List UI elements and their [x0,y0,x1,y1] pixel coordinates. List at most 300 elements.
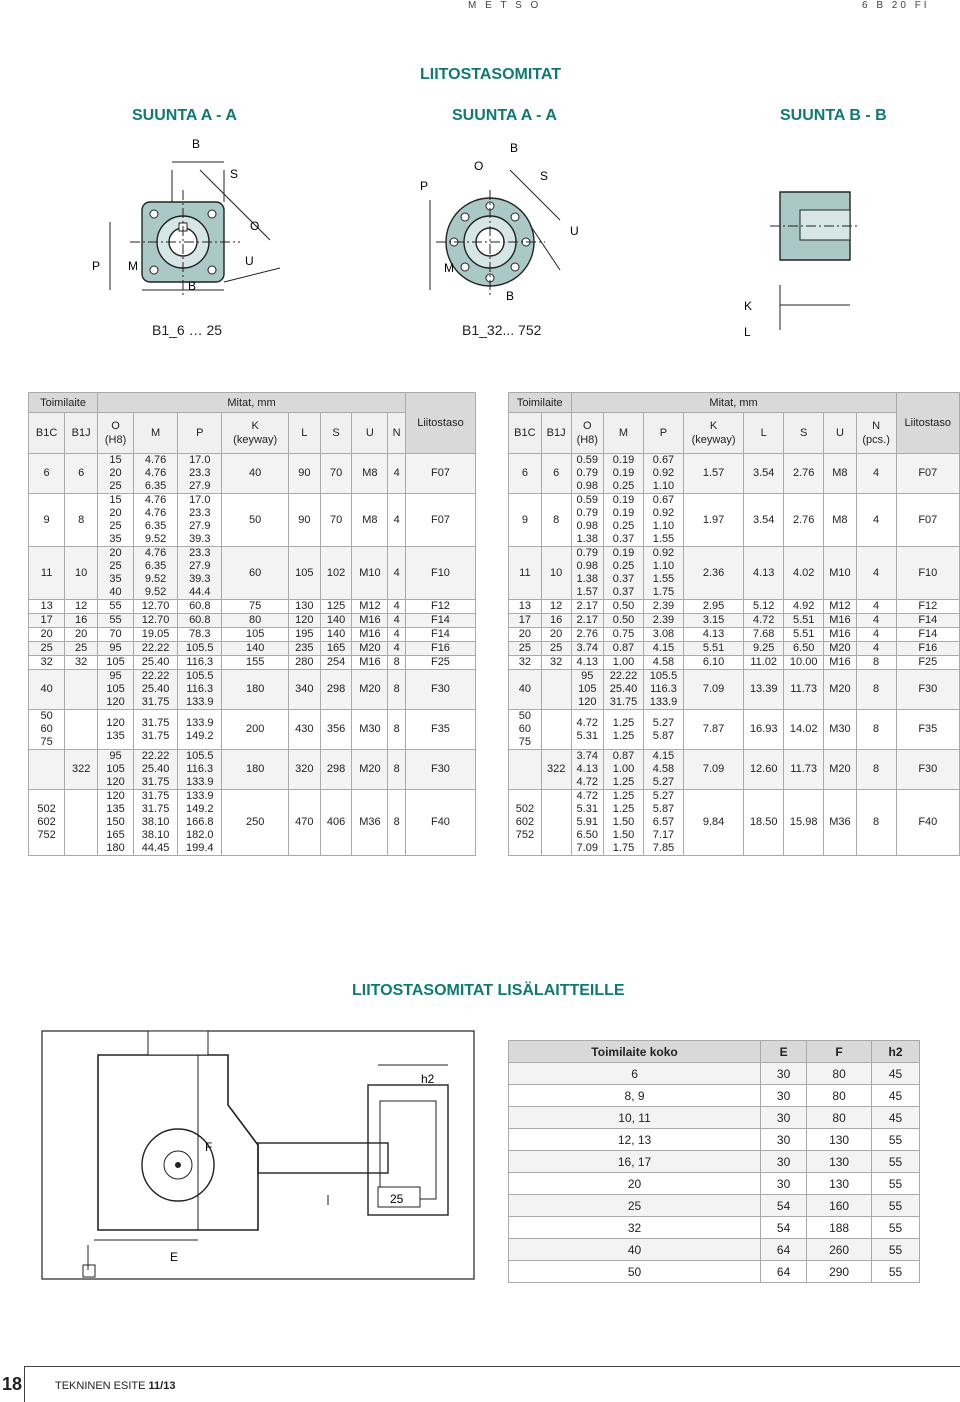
cell-n: 8 [388,656,406,670]
cell-p: 60.8 [178,614,222,628]
cell-s: 102 [320,547,352,600]
view-title-3: SUUNTA B - B [780,107,887,124]
table-cell: 50 [509,1261,761,1283]
cell-m: 4.76 4.76 6.35 [133,454,177,494]
cell-b1j: 12 [65,600,98,614]
cell-b1j: 12 [541,600,571,614]
cell-p: 5.27 5.87 [643,710,683,750]
cell-s: 11.73 [784,670,824,710]
svg-text:P: P [420,179,429,193]
table-row [509,1173,920,1195]
cell-s: 298 [320,670,352,710]
cell-l: 4.13 [744,547,784,600]
table-row [29,710,476,750]
svg-text:M: M [128,259,138,273]
table-row [509,1151,920,1173]
view-title-1: SUUNTA A - A [132,107,237,124]
cell-f: F16 [896,642,959,656]
footer-label [55,1380,175,1392]
table-cell: 30 [761,1173,807,1195]
table-cell: 30 [761,1129,807,1151]
cell-k: 50 [222,494,289,547]
cell-f: F14 [896,614,959,628]
table-cell: 130 [807,1129,872,1151]
cell-m: 0.75 [604,628,644,642]
cell-s: 4.92 [784,600,824,614]
cell-u: M16 [824,628,856,642]
cell-k: 7.09 [683,750,743,790]
cell-u: M16 [352,614,388,628]
cell-n: 8 [856,710,896,750]
cell-b1j: 6 [541,454,571,494]
cell-o: 4.13 [571,656,603,670]
cell-u: M36 [824,790,856,856]
table-row [29,614,476,628]
cell-b1c: 6 [509,454,542,494]
cell-n: 8 [856,656,896,670]
table-cell: 80 [807,1063,872,1085]
svg-text:B: B [192,137,201,151]
cell-n: 8 [856,750,896,790]
table-cell: 25 [509,1195,761,1217]
table-row [509,1195,920,1217]
cell-m: 4.76 4.76 6.35 9.52 [133,494,177,547]
cell-m: 31.75 31.75 [133,710,177,750]
cell-s: 6.50 [784,642,824,656]
column-header: N (pcs.) [856,413,896,454]
cell-b1c: 50 60 75 [29,710,65,750]
column-header: M [604,413,644,454]
cell-k: 180 [222,670,289,710]
cell-o: 15 20 25 35 [98,494,134,547]
group-header-flange: Liitostaso [896,393,959,454]
cell-u: M8 [824,494,856,547]
flange-drawing-small [80,130,330,330]
cell-l: 5.12 [744,600,784,614]
cell-k: 1.97 [683,494,743,547]
cell-b1j: 16 [65,614,98,628]
cell-s: 406 [320,790,352,856]
table-row [509,454,960,494]
cell-s: 165 [320,642,352,656]
cell-l: 3.54 [744,454,784,494]
table-row [509,656,960,670]
cell-o: 105 [98,656,134,670]
cell-b1j: 20 [65,628,98,642]
table-cell: 32 [509,1217,761,1239]
cell-f: F07 [405,494,475,547]
cell-l: 7.68 [744,628,784,642]
cell-o: 20 25 35 40 [98,547,134,600]
table-row [509,600,960,614]
cell-b1j: 322 [541,750,571,790]
cell-o: 2.17 [571,600,603,614]
table-row [509,614,960,628]
svg-text:M: M [444,261,454,275]
column-header: P [643,413,683,454]
group-header-dims: Mitat, mm [571,393,896,413]
table-row [29,494,476,547]
table-cell: 290 [807,1261,872,1283]
cell-b1c: 6 [29,454,65,494]
cell-u: M16 [352,628,388,642]
cell-o: 55 [98,600,134,614]
cell-s: 2.76 [784,494,824,547]
cell-u: M8 [352,454,388,494]
cell-o: 95 105 120 [98,750,134,790]
cell-f: F14 [896,628,959,642]
cell-k: 3.15 [683,614,743,628]
cell-b1j [65,670,98,710]
cell-p: 2.39 [643,614,683,628]
cell-u: M8 [824,454,856,494]
column-header: U [824,413,856,454]
column-header: M [133,413,177,454]
metric-dimensions-table [28,392,476,856]
cell-f: F35 [405,710,475,750]
cell-n: 4 [388,547,406,600]
cell-s: 2.76 [784,454,824,494]
cell-l: 11.02 [744,656,784,670]
cell-o: 0.59 0.79 0.98 [571,454,603,494]
svg-text:S: S [230,167,239,181]
cell-f: F30 [896,750,959,790]
cell-o: 4.72 5.31 5.91 6.50 7.09 [571,790,603,856]
header-page-ref: 6 B 20 FI [862,0,930,11]
table-cell: 45 [872,1063,920,1085]
cell-s: 70 [320,454,352,494]
cell-b1j: 8 [65,494,98,547]
cell-s: 125 [320,600,352,614]
cell-f: F07 [896,494,959,547]
cell-s: 5.51 [784,628,824,642]
cell-b1j: 322 [65,750,98,790]
cell-o: 95 [98,642,134,656]
table-cell: 188 [807,1217,872,1239]
svg-text:L: L [744,325,751,339]
table-row [509,1217,920,1239]
cell-m: 1.00 [604,656,644,670]
cell-b1c: 9 [29,494,65,547]
table-cell: 12, 13 [509,1129,761,1151]
cell-b1j [65,790,98,856]
cell-u: M20 [824,670,856,710]
svg-text:25: 25 [390,1192,404,1206]
cell-l: 320 [288,750,320,790]
cell-n: 4 [388,628,406,642]
cell-b1j: 10 [65,547,98,600]
table-cell: 130 [807,1173,872,1195]
column-header: B1J [541,413,571,454]
cell-m: 1.25 1.25 [604,710,644,750]
column-header: Toimilaite koko [509,1041,761,1063]
column-header: O (H8) [571,413,603,454]
cell-p: 105.5 [178,642,222,656]
cell-b1j: 16 [541,614,571,628]
cell-b1c: 13 [509,600,542,614]
cell-f: F25 [405,656,475,670]
svg-text:E: E [170,1250,179,1264]
cell-s: 70 [320,494,352,547]
svg-text:U: U [245,254,254,268]
header-brand: M E T S O [468,0,542,11]
column-header: h2 [872,1041,920,1063]
cell-f: F30 [405,750,475,790]
cell-b1c: 9 [509,494,542,547]
cell-u: M20 [824,750,856,790]
cell-b1c: 20 [29,628,65,642]
view-title-2: SUUNTA A - A [452,107,557,124]
cell-b1c: 32 [509,656,542,670]
cell-p: 105.5 116.3 133.9 [178,750,222,790]
cell-l: 90 [288,494,320,547]
cell-m: 22.22 25.40 31.75 [133,750,177,790]
column-header: B1C [29,413,65,454]
column-header: B1J [65,413,98,454]
cell-n: 8 [388,750,406,790]
footer-issue: 11/13 [148,1380,176,1392]
cell-k: 250 [222,790,289,856]
cell-n: 4 [388,614,406,628]
table-cell: 54 [761,1195,807,1217]
cell-b1c: 50 60 75 [509,710,542,750]
cell-f: F12 [405,600,475,614]
cell-f: F30 [405,670,475,710]
cell-n: 4 [856,628,896,642]
table-row [509,670,960,710]
cell-n: 4 [856,600,896,614]
cell-b1c: 17 [509,614,542,628]
table-cell: 20 [509,1173,761,1195]
cell-m: 0.19 0.19 0.25 [604,454,644,494]
column-header: U [352,413,388,454]
column-header: O (H8) [98,413,134,454]
column-header: K (keyway) [683,413,743,454]
cell-f: F10 [405,547,475,600]
cell-n: 4 [856,614,896,628]
cell-o: 55 [98,614,134,628]
cell-l: 470 [288,790,320,856]
cell-o: 95 105 120 [98,670,134,710]
cell-s: 140 [320,628,352,642]
cell-u: M20 [352,750,388,790]
cell-p: 2.39 [643,600,683,614]
cell-u: M20 [352,670,388,710]
table-row [29,600,476,614]
cell-p: 105.5 116.3 133.9 [643,670,683,710]
table-cell: 30 [761,1085,807,1107]
table-cell: 260 [807,1239,872,1261]
cell-u: M8 [352,494,388,547]
cell-u: M16 [824,614,856,628]
table-cell: 55 [872,1173,920,1195]
cell-k: 4.13 [683,628,743,642]
cell-o: 3.74 [571,642,603,656]
column-header: K (keyway) [222,413,289,454]
cell-f: F35 [896,710,959,750]
cell-u: M30 [824,710,856,750]
table-cell: 80 [807,1107,872,1129]
cell-o: 2.76 [571,628,603,642]
cell-l: 3.54 [744,494,784,547]
table-row [509,494,960,547]
cell-b1j: 6 [65,454,98,494]
cell-l: 12.60 [744,750,784,790]
cell-p: 4.15 [643,642,683,656]
group-header-flange: Liitostaso [405,393,475,454]
cell-n: 4 [856,454,896,494]
cell-u: M20 [352,642,388,656]
column-header: E [761,1041,807,1063]
group-header-actuator: Toimilaite [509,393,572,413]
cell-b1c: 13 [29,600,65,614]
footer-doc-name: TEKNINEN ESITE [55,1380,146,1392]
cell-l: 120 [288,614,320,628]
cell-l: 16.93 [744,710,784,750]
cell-s: 15.98 [784,790,824,856]
table-cell: 55 [872,1129,920,1151]
table-cell: 45 [872,1085,920,1107]
cell-b1c: 502 602 752 [509,790,542,856]
cell-b1c: 17 [29,614,65,628]
cell-l: 430 [288,710,320,750]
svg-text:F: F [205,1140,213,1154]
table-cell: 6 [509,1063,761,1085]
page-number: 18 [0,1366,25,1402]
table-row [29,790,476,856]
accessory-drawing [28,1025,488,1285]
cell-o: 70 [98,628,134,642]
svg-text:h2: h2 [421,1072,435,1086]
table-cell: 30 [761,1151,807,1173]
svg-text:S: S [540,169,549,183]
cell-l: 235 [288,642,320,656]
cell-n: 4 [388,454,406,494]
footer-rule [0,1366,960,1367]
cell-k: 7.87 [683,710,743,750]
cell-b1c [509,750,542,790]
cell-f: F10 [896,547,959,600]
cell-o: 0.59 0.79 0.98 1.38 [571,494,603,547]
cell-b1c: 40 [509,670,542,710]
cell-u: M30 [352,710,388,750]
cell-p: 78.3 [178,628,222,642]
cell-s: 254 [320,656,352,670]
cell-p: 0.67 0.92 1.10 1.55 [643,494,683,547]
table-cell: 55 [872,1239,920,1261]
accessory-dimensions-table [508,1040,920,1283]
column-header: B1C [509,413,542,454]
svg-text:P: P [92,259,101,273]
table-cell: 10, 11 [509,1107,761,1129]
cell-b1j [541,710,571,750]
cell-l: 18.50 [744,790,784,856]
table-cell: 30 [761,1107,807,1129]
cell-k: 2.95 [683,600,743,614]
cell-n: 8 [388,790,406,856]
cell-k: 6.10 [683,656,743,670]
cell-l: 4.72 [744,614,784,628]
cell-k: 1.57 [683,454,743,494]
cell-m: 0.50 [604,614,644,628]
cell-b1c [29,750,65,790]
cell-u: M16 [352,656,388,670]
cell-m: 12.70 [133,614,177,628]
table-row [509,750,960,790]
cell-f: F40 [405,790,475,856]
svg-text:O: O [250,219,260,233]
cell-b1j: 25 [541,642,571,656]
cell-p: 116.3 [178,656,222,670]
cell-u: M20 [824,642,856,656]
cell-s: 11.73 [784,750,824,790]
cell-l: 90 [288,454,320,494]
column-header: P [178,413,222,454]
table-row [509,1063,920,1085]
table-row [29,670,476,710]
column-header: S [320,413,352,454]
cell-u: M36 [352,790,388,856]
cell-n: 8 [388,710,406,750]
table-cell: 55 [872,1151,920,1173]
accessory-title: LIITOSTASOMITAT LISÄLAITTEILLE [352,982,625,999]
flange-side-drawing [740,180,890,340]
cell-m: 0.19 0.25 0.37 0.37 [604,547,644,600]
table-cell: 45 [872,1107,920,1129]
table-row [29,750,476,790]
cell-f: F14 [405,614,475,628]
cell-m: 31.75 31.75 38.10 38.10 44.45 [133,790,177,856]
cell-b1j [541,790,571,856]
table-cell: 64 [761,1239,807,1261]
cell-n: 8 [856,790,896,856]
cell-n: 4 [856,642,896,656]
cell-l: 195 [288,628,320,642]
cell-b1c: 40 [29,670,65,710]
cell-s: 4.02 [784,547,824,600]
cell-b1c: 502 602 752 [29,790,65,856]
cell-p: 17.0 23.3 27.9 [178,454,222,494]
column-header: L [288,413,320,454]
cell-f: F07 [896,454,959,494]
cell-k: 60 [222,547,289,600]
cell-p: 60.8 [178,600,222,614]
cell-b1j [65,710,98,750]
table-cell: 30 [761,1063,807,1085]
cell-u: M10 [824,547,856,600]
cell-b1c: 25 [29,642,65,656]
cell-n: 4 [388,600,406,614]
table-row [509,1239,920,1261]
svg-text:U: U [570,224,579,238]
cell-m: 22.22 25.40 31.75 [604,670,644,710]
table-cell: 80 [807,1085,872,1107]
cell-o: 95 105 120 [571,670,603,710]
cell-f: F40 [896,790,959,856]
cell-n: 4 [388,494,406,547]
table-cell: 160 [807,1195,872,1217]
table-row [509,642,960,656]
cell-s: 5.51 [784,614,824,628]
cell-f: F12 [896,600,959,614]
table-row [29,642,476,656]
view-caption-2: B1_32... 752 [462,322,542,338]
table-cell: 40 [509,1239,761,1261]
cell-b1j [541,670,571,710]
cell-k: 7.09 [683,670,743,710]
cell-p: 0.92 1.10 1.55 1.75 [643,547,683,600]
cell-p: 133.9 149.2 166.8 182.0 199.4 [178,790,222,856]
